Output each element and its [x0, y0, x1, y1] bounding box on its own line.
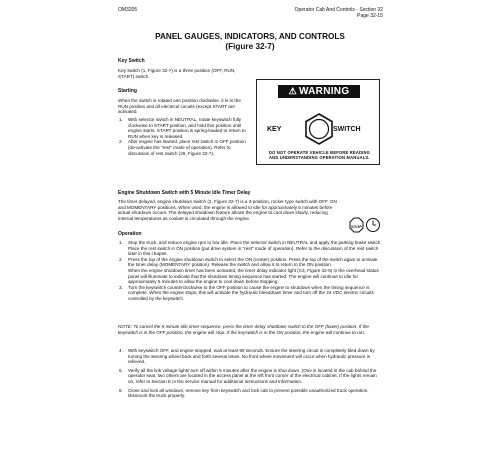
starting-steps	[118, 117, 252, 156]
key-switch-body: Key switch (1, Figure 32-7) is a three position (OFF, RUN, START) switch.	[118, 68, 236, 79]
key-switch-heading: Key Switch	[118, 58, 145, 64]
warning-triangle-icon: ⚠	[288, 86, 297, 96]
page-title	[118, 32, 382, 52]
section-header	[295, 7, 383, 19]
list-item: 1. With selector switch in NEUTRAL, rotate keyswitch fully clockwise to START position, and hold this position until engine starts. START position is spring-loaded to return to RUN when key is released.	[119, 117, 246, 139]
operation-note: NOTE: To cancel the 5 minute idle timer sequence, press the timer delay shutdown switch to the OFF (lower) position. If the keyswitch is in the OFF position, the engine will stop. If the keyswitch is in the ON position, the engine will continue to run.	[118, 324, 369, 335]
starting-intro: When the switch is rotated one position clockwise, it is in the RUN position and all electrical circuits (except START are activated.	[118, 98, 241, 115]
list-item: 6. Close and lock all windows, remove key from keyswitch and lock cab to prevent possible unauthorized truck operation. Dismount the truck properly.	[119, 387, 369, 399]
list-item: 5. Verify all the link voltage lights turn off within 5 minutes after the engine is shut down. (One is located in the cab behind the operator seat, two others are located in the access panel at the left front corner of the electrical cabinet. If the lights remain on, refer to Section E in the service manual for additional instructions and information.	[119, 367, 377, 384]
list-item: 2. After engine has started, place rest switch in OFF position (de-activate the "rest" mode of operation). Refer to discussion of rest switch (26, Figure 32-7).	[119, 139, 246, 156]
operation-steps-continued	[118, 348, 382, 399]
page-title-line2: (Figure 32-7)	[225, 42, 275, 51]
warning-key-label: KEY	[267, 126, 282, 133]
page-title-line1: PANEL GAUGES, INDICATORS, AND CONTROLS	[155, 32, 345, 41]
list-item: 1. Stop the truck, and reduce engine rpm to low idle. Place the selector switch in NEUTRAL and apply the parking brake switch. Place the rest switch in ON position (put drive system in "rest" mode of operation). Refer to the discussion of the rest switch later in this chapter.	[119, 240, 382, 257]
operation-steps	[118, 240, 382, 302]
warning-banner: ⚠ WARNING	[278, 85, 360, 98]
section-title: Operator Cab And Controls - Section 32	[294, 7, 383, 13]
list-item: 3. Turn the keyswitch counterclockwise to the OFF position to cause the engine to shutdown when the timing sequence is complete. When the engine stops, this will activate the hydraulic bleeddown timer and turn off the 24 VDC electric circuits controlled by the keyswitch.	[119, 284, 374, 301]
key-switch-icon	[303, 113, 335, 145]
warning-decal	[256, 79, 380, 165]
doc-id: OM3205	[118, 7, 138, 13]
shutdown-body: The timer delayed, engine shutdown switch (2, Figure 32-7) is a 3-position, rocker type switch with OFF, ON and MOMENTARY positions. When used, the engine is allowed to idle for approximately 5 minutes before actual shutdown occurs. The delayed shutdown feature allows the engine to cool down slowly, reducing internal temperatures as coolant is circulated through the engine.	[118, 199, 337, 221]
starting-heading: Starting	[118, 88, 137, 94]
operation-heading: Operation	[118, 231, 142, 237]
shutdown-heading: Engine Shutdown Switch with 5 Minute Idle Timer Delay	[118, 190, 251, 196]
stop-timer-icon	[347, 213, 381, 237]
list-item: 2. Press the top of the engine shutdown switch to select the ON (center) position. Press the top of the switch again to activate the timer delay (MOMENTARY position). Release the switch and allow it to return to the ON position. When the engine shutdown timer has been activated, the timer delay indicator light (C4, Figure 32-8) in the overhead status panel will illuminate to indicate that the shutdown timing sequence has started. The engine will continue to idle for approximately 5 minutes to allow the engine to cool down before stopping.	[119, 256, 379, 285]
page-number: Page 32-15	[357, 13, 383, 19]
list-item: 4. With keyswitch OFF, and engine stopped, wait at least 90 seconds. Ensure the steering circuit is completely bled down by turning the steering wheel back and forth several times. No front wheel movement will occur when hydraulic pressure is relieved.	[119, 348, 375, 365]
warning-switch-label: SWITCH	[333, 126, 361, 133]
stop-icon-label: STOP	[351, 224, 362, 229]
warning-text: DO NOT OPERATE VEHICLE BEFORE READING AND UNDERSTANDING OPERATION MANUALS.	[269, 150, 371, 160]
